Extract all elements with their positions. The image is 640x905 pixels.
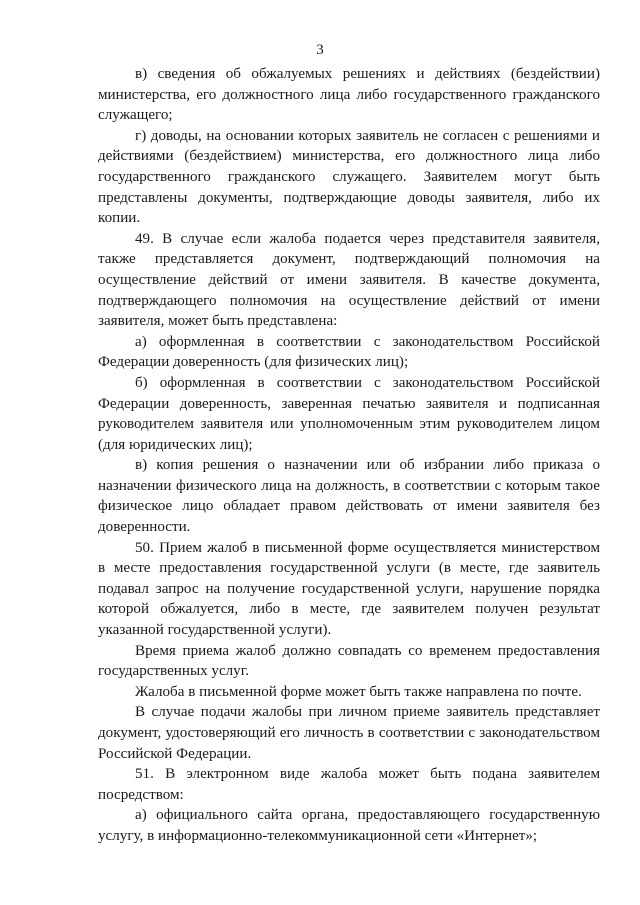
paragraph-item-a-power-of-attorney: а) оформленная в соответствии с законодательством Российской Федерации доверенность (для физических лиц); xyxy=(98,333,600,371)
page-number: 3 xyxy=(316,42,324,58)
paragraph-by-mail: Жалоба в письменной форме может быть также направлена по почте. xyxy=(135,683,582,700)
paragraph-item-v-complaint-details: в) сведения об обжалуемых решениях и действиях (бездействии) министерства, его должностного лица либо государственного гражданского служащего; xyxy=(98,66,600,124)
paragraph-item-v-appointment-copy: в) копия решения о назначении или об избрании либо приказа о назначении физического лица на должность, в соответствии с которым такое физическое лицо обладает правом действовать от имени заявителя без доверенности. xyxy=(98,457,600,536)
document-body xyxy=(98,64,600,847)
paragraph-item-b-legal-entity-attorney: б) оформленная в соответствии с законодательством Российской Федерации доверенность, заверенная печатью заявителя и подписанная руководителем заявителя или уполномоченным этим руководителем лицом (для юридических лиц); xyxy=(98,374,600,453)
paragraph-50-written-complaints: 50. Прием жалоб в письменной форме осуществляется министерством в месте предоставления государственной услуги (в месте, где заявитель подавал запрос на получение государственной услуги, нарушение порядка которой обжалуется, либо в месте, где заявителем получен результат указанной государственной услуги). xyxy=(98,539,600,639)
paragraph-51-electronic: 51. В электронном виде жалоба может быть подана заявителем посредством: xyxy=(98,766,600,803)
paragraph-item-g-arguments: г) доводы, на основании которых заявитель не согласен с решениями и действиями (бездействием) министерства, его должностного лица либо государственного гражданского служащего. Заявителем могут быть представлены документы, подтверждающие доводы заявителя, либо их копии. xyxy=(98,127,600,227)
paragraph-personal-reception: В случае подачи жалобы при личном приеме заявитель представляет документ, удостоверяющий его личность в соответствии с законодательством Российской Федерации. xyxy=(98,704,600,762)
paragraph-item-a-official-site: а) официального сайта органа, предоставляющего государственную услугу, в информационно-телекоммуникационной сети «Интернет»; xyxy=(98,807,600,844)
paragraph-49-representative: 49. В случае если жалоба подается через представителя заявителя, также представляется документ, подтверждающий полномочия на осуществление действий от имени заявителя. В качестве документа, подтверждающего полномочия на осуществление действий от имени заявителя, может быть представлена: xyxy=(98,230,600,330)
paragraph-reception-time: Время приема жалоб должно совпадать со временем предоставления государственных услуг. xyxy=(98,642,600,680)
